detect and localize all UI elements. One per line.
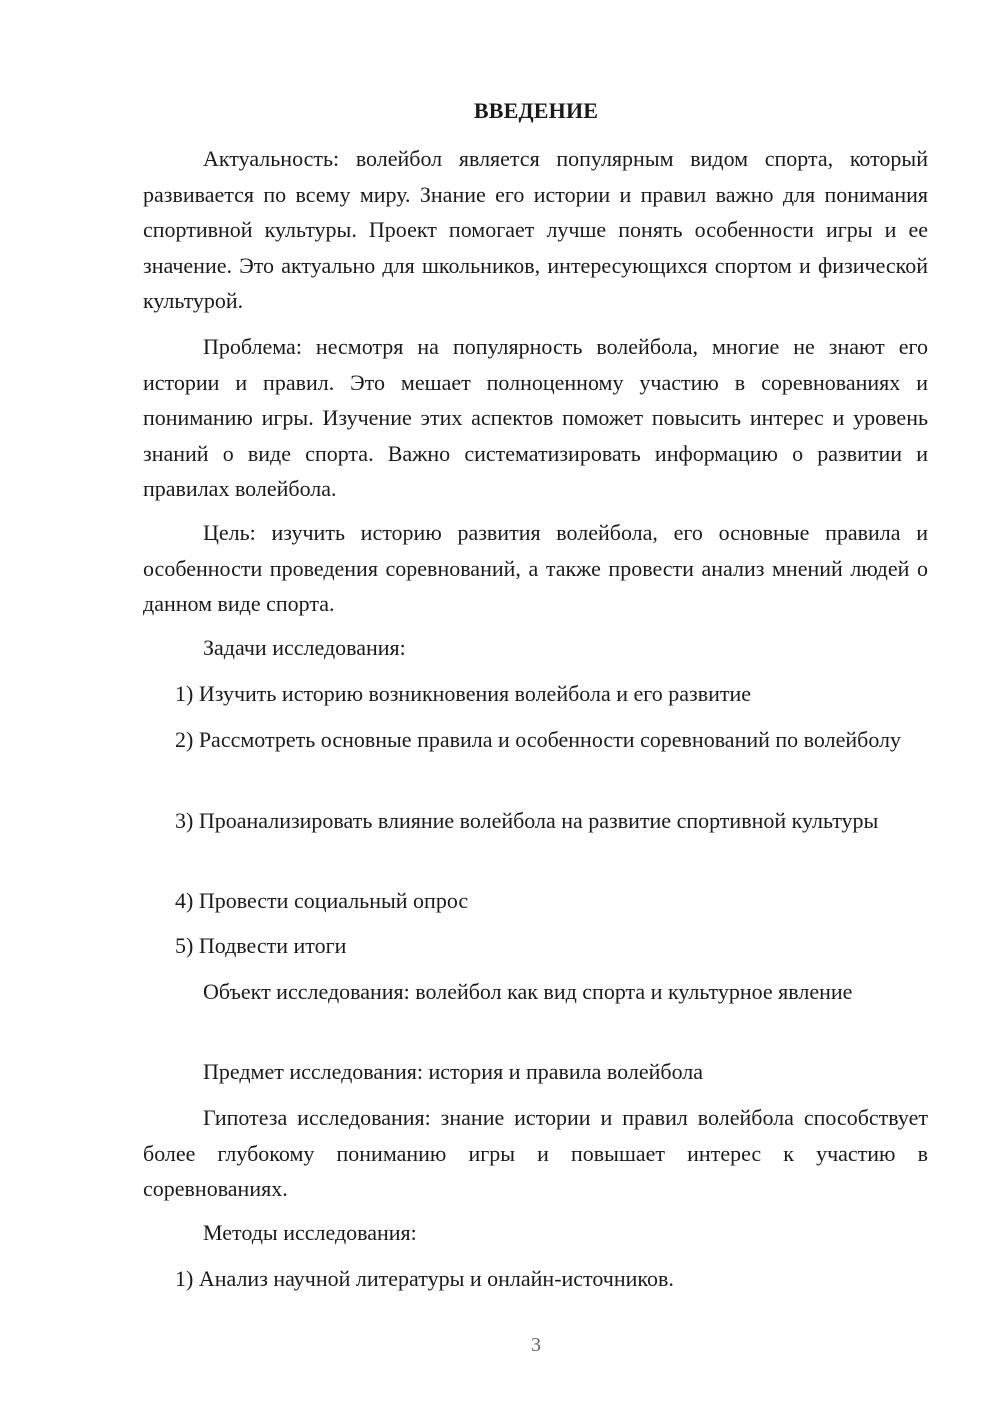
paragraph-goal: Цель: изучить историю развития волейбола, его основные правила и особенности проведения соревнований, а также провести анализ мнений людей о данном виде спорта. (143, 520, 928, 616)
method-item-1: 1) Анализ научной литературы и онлайн-источников. (175, 1266, 674, 1291)
paragraph-problem: Проблема: несмотря на популярность волейбола, многие не знают его истории и правил. Это мешает полноценному участию в соревнованиях и пониманию игры. Изучение этих аспектов поможет повысить интерес и уровень знаний о виде спорта. Важно систематизировать информацию о развитии и правилах волейбола. (143, 334, 928, 501)
paragraph-research-subject: Предмет исследования: история и правила волейбола (203, 1059, 704, 1084)
task-item-5: 5) Подвести итоги (175, 933, 347, 958)
task-item-3: 3) Проанализировать влияние волейбола на развитие спортивной культуры (175, 808, 879, 833)
task-item-2: 2) Рассмотреть основные правила и особенности соревнований по волейболу (175, 727, 902, 752)
page-number: 3 (531, 1334, 541, 1356)
task-item-1: 1) Изучить историю возникновения волейбола и его развитие (175, 681, 752, 706)
paragraph-methods-heading: Методы исследования: (203, 1220, 417, 1245)
paragraph-relevance: Актуальность: волейбол является популярным видом спорта, который развивается по всему миру. Знание его истории и правил важно для понимания спортивной культуры. Проект помогает лучше понять особенности игры и ее значение. Это актуально для школьников, интересующихся спортом и физической культурой. (143, 146, 928, 313)
task-item-4: 4) Провести социальный опрос (175, 888, 469, 913)
section-title: ВВЕДЕНИЕ (473, 98, 599, 123)
paragraph-tasks-heading: Задачи исследования: (203, 635, 406, 660)
paragraph-research-object: Объект исследования: волейбол как вид спорта и культурное явление (203, 979, 853, 1004)
paragraph-hypothesis: Гипотеза исследования: знание истории и правил волейбола способствует более глубокому пониманию игры и повышает интерес к участию в соревнованиях. (143, 1105, 928, 1201)
